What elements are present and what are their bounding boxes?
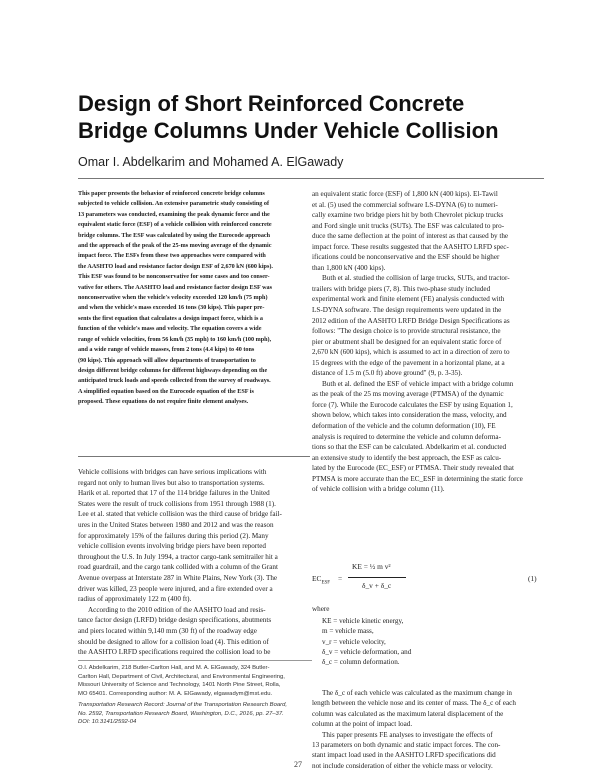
text-line: According to the 2010 edition of the AASHTO load and resis- [88, 605, 266, 614]
text-line: (90 kips). This approach will allow departments of transportation to [78, 357, 256, 364]
text-line: and Ford single unit trucks (SUTs). The ESF was calculated to pro- [312, 221, 505, 230]
text-line: impact force. These results suggested that the AASHTO LRFD spec- [312, 242, 509, 251]
text-line: as the peak of the 25 ms moving average (PTMSA) of the dynamic [312, 390, 504, 399]
body-text-left [78, 467, 312, 658]
text-line: not include consideration of either the vehicle mass or velocity. [312, 761, 493, 770]
text-line: nonconservative when the vehicle's velocity exceeded 120 km/h (75 mph) [78, 295, 268, 302]
header-rule [78, 178, 544, 179]
text-line: force (7). While the Eurocode calculates the ESF by using Equation 1, [312, 400, 513, 409]
paper-title [78, 90, 538, 144]
text-line: throughout the U.S. In July 1994, a tractor cargo-tank semitrailer hit a [78, 552, 278, 561]
text-line: Harik et al. reported that 17 of the 114 bridge failures in the United [78, 489, 270, 498]
text-line: duce the same deflection at the point of interest as that caused by the [312, 232, 509, 241]
text-line: radius of approximately 122 m (400 ft). [78, 595, 192, 604]
text-line: Buth et al. studied the collision of large trucks, SUTs, and tractor- [322, 274, 510, 283]
text-line: 2,670 kN (600 kips), which is assumed to act in a direction of zero to [312, 348, 510, 357]
text-line: than 1,800 kN (400 kips). [312, 263, 386, 272]
text-line: function of the vehicle's mass and velocity. The equation covers a wide [78, 326, 262, 333]
text-line: lated by the Eurocode (EC_ESF) or PTMSA. Their study revealed that [312, 464, 514, 473]
journal-citation-footnote [78, 701, 312, 727]
text-line: pier or abutment shall be designed for an equivalent static force of [312, 337, 502, 346]
text-line: m = vehicle mass, [322, 627, 374, 636]
page-number: 27 [294, 760, 302, 769]
text-line: should be designed to allow for a collision load (4). This edition of [78, 637, 269, 646]
equation-denominator: δ_v + δ_c [362, 581, 392, 590]
equation-1 [312, 560, 544, 606]
title-line: Bridge Columns Under Vehicle Collision [78, 118, 499, 143]
text-line: 13 parameters was conducted, examining the peak dynamic force and the [78, 211, 270, 218]
equation-equals: = [338, 574, 343, 583]
text-line: column was calculated as the maximum lateral displacement of the [312, 709, 504, 718]
title-line: Design of Short Reinforced Concrete [78, 91, 465, 116]
text-line: States were the result of truck collisions from 1951 through 1988 (1). [78, 499, 276, 508]
text-line: deformation of the vehicle and the column deformation (10), FE [312, 422, 496, 431]
text-line: distance of 1.5 m (5.0 ft) above ground" (9, p. 3-35). [312, 369, 463, 378]
definition-list [312, 616, 544, 667]
body-text-right-continued [312, 688, 544, 771]
text-line: shown below, which takes into consideration the mass, velocity, and [312, 411, 507, 420]
equation-lhs: $EC_{ESF}$ [312, 574, 331, 586]
abstract-rule [78, 456, 310, 457]
text-line: bridge columns. The ESF was calculated by using the Eurocode approach [78, 232, 271, 239]
variable-definitions [312, 604, 544, 667]
text-line: 15 degrees with the edge of the pavement in a horizontal plane, at a [312, 358, 505, 367]
text-line: equivalent static force (ESF) of a vehicle collision with reinforced concrete [78, 222, 272, 229]
text-line: δ_c = column deformation. [322, 658, 400, 667]
text-line: Missouri University of Science and Technology, 1401 North Pine Street, Rolla, [78, 682, 281, 689]
text-line: sents the first equation that calculates a design impact force, which is a [78, 315, 263, 322]
equation-lhs-subscript: ESF [321, 580, 331, 586]
text-line: design different bridge columns for different highways depending on the [78, 367, 268, 374]
text-line: column at the point of impact load. [312, 720, 413, 729]
fraction-bar [348, 577, 406, 578]
text-line: analysis is required to determine the vehicle and column deforma- [312, 432, 501, 441]
text-line: proposed. These equations do not require finite element analyses. [78, 399, 249, 406]
text-line: the AASHTO load and resistance factor design ESF of 2,670 kN (600 kips). [78, 263, 273, 270]
text-line: road guardrail, and the cargo tank collided with a column of the Grant [78, 563, 278, 572]
text-line: an equivalent static force (ESF) of 1,800 kN (400 kips). El-Tawil [312, 190, 498, 198]
text-line: The δ_c of each vehicle was calculated as the maximum change in [322, 689, 512, 697]
text-line: regard not only to human lives but also to transportation systems. [78, 478, 265, 487]
text-line: anticipated truck loads and speeds collected from the survey of roadways. [78, 378, 271, 385]
text-line: δ_v = vehicle deformation, and [322, 647, 412, 656]
text-line: ifications could be nonconservative and the ESF should be higher [312, 253, 500, 262]
text-line: vehicle collision events involving bridge piers have been reported [78, 542, 266, 551]
where-label: where [312, 605, 330, 613]
author-line: Omar I. Abdelkarim and Mohamed A. ElGawady [78, 155, 344, 169]
text-line: cally examine two bridge piers hit by both Chevrolet pickup trucks [312, 211, 504, 220]
text-line: et al. (5) used the commercial software LS-DYNA (6) to numeri- [312, 200, 498, 209]
equation-numerator: KE = ½ m v² [352, 562, 391, 571]
text-line: v_r = vehicle velocity, [322, 637, 386, 646]
abstract [78, 189, 310, 408]
equation-number: (1) [528, 574, 537, 583]
text-line: Vehicle collisions with bridges can have serious implications with [78, 468, 267, 476]
text-line: impact force. The ESFs from these two approaches were compared with [78, 253, 266, 260]
text-line: and a wide range of vehicle masses, from 2 tons (4.4 kips) to 40 tons [78, 347, 255, 354]
text-line: MO 65401. Corresponding author: M. A. ElGawady, elgawadym@mst.edu. [78, 690, 273, 697]
text-line: experimental work and finite element (FE) analysis conducted with [312, 295, 505, 304]
author-affiliation-footnote [78, 664, 312, 698]
text-line: an extensive study to identify the best approach, the ESF as calcu- [312, 453, 502, 462]
text-line: tance factor design (LRFD) bridge design specifications, abutments [78, 616, 272, 625]
text-line: and the approach of the peak of the 25-ms moving average of the dynamic [78, 243, 272, 250]
text-line: O.I. Abdelkarim, 218 Butler-Carlton Hall, and M. A. ElGawady, 324 Butler- [78, 665, 270, 671]
text-line: Carlton Hall, Department of Civil, Architectural, and Environmental Engineering, [78, 673, 285, 680]
text-line: tions so that the ESF can be calculated. Abdelkarim et al. conducted [312, 443, 507, 452]
text-line: 13 parameters on both dynamic and static impact forces. The con- [312, 741, 501, 750]
text-line: LS-DYNA software. The design requirements were updated in the [312, 306, 502, 315]
text-line: and piers located within 9,140 mm (30 ft) of the roadway edge [78, 626, 257, 635]
text-line: ures in the United States between 1980 and 2012 and was the reason [78, 520, 274, 529]
text-line: 2012 edition of the AASHTO LRFD Bridge Design Specifications as [312, 316, 510, 325]
text-line: KE = vehicle kinetic energy, [322, 617, 404, 626]
text-line: for approximately 15% of the failures during this period (2). Many [78, 531, 269, 540]
text-line: No. 2592, Transportation Research Board, Washington, D.C., 2016, pp. 27–37. [78, 710, 284, 717]
text-line: length between the vehicle nose and its center of mass. The δ_c of each [312, 699, 516, 708]
text-line: DOI: 10.3141/2592-04 [78, 719, 137, 726]
text-line: range of vehicle velocities, from 56 km/h (35 mph) to 160 km/h (100 mph), [78, 336, 272, 343]
text-line: A simplified equation based on the Eurocode equation of the ESF is [78, 388, 254, 395]
footnote-rule [78, 660, 312, 661]
text-line: Transportation Research Record: Journal of the Transportation Research Board, [78, 702, 288, 708]
text-line: This ESF was found to be nonconservative for some cases and too conser- [78, 274, 270, 281]
text-line: Avenue overpass at Interstate 287 in White Plains, New York (3). The [78, 573, 278, 582]
text-line: vative for others. The AASHTO load and resistance factor design ESF was [78, 284, 273, 291]
text-line: the AASHTO LRFD specifications required the collision load to be [78, 648, 271, 657]
text-line: follows: "The design choice is to provide structural resistance, the [312, 327, 501, 336]
text-line: of vehicle collision with a bridge column (11). [312, 485, 445, 494]
text-line: Lee et al. stated that vehicle collision was the third cause of bridge fail- [78, 510, 282, 519]
text-line: trailers with bridge piers (7, 8). This two-phase study included [312, 284, 491, 293]
text-line: This paper presents the behavior of reinforced concrete bridge columns [78, 191, 265, 197]
text-line: Buth et al. defined the ESF of vehicle impact with a bridge column [322, 379, 514, 388]
text-line: stant impact load used in the AASHTO LRFD specifications did [312, 751, 496, 760]
text-line: subjected to vehicle collision. An extensive parametric study consisting of [78, 201, 270, 208]
body-text-right [312, 189, 544, 495]
text-line: This paper presents FE analyses to investigate the effects of [322, 730, 493, 739]
text-line: and when the vehicle's mass exceeded 16 tons (30 kips). This paper pre- [78, 305, 265, 312]
text-line: PTMSA is more accurate than the EC_ESF in determining the static force [312, 474, 523, 483]
text-line: driver was killed, 23 people were injured, and a fire extended over a [78, 584, 273, 593]
